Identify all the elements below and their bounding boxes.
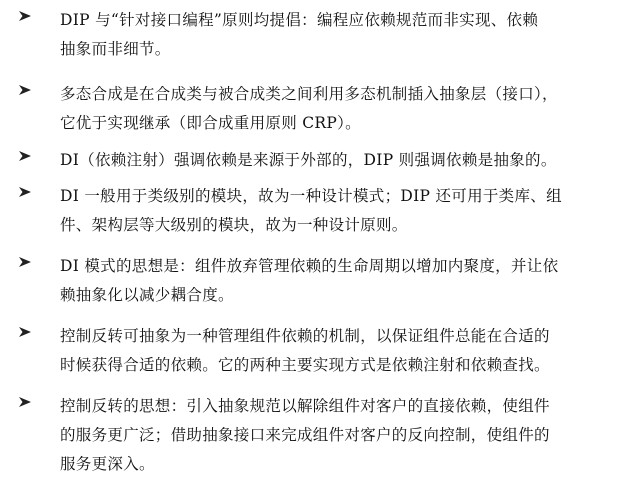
text-line: DI 模式的思想是：组件放弃管理依赖的生命周期以增加内聚度，并让依 — [60, 257, 559, 275]
arrow-bullet-icon — [18, 255, 32, 269]
text-line: DIP 与“针对接口编程”原则均提倡：编程应依赖规范而非实现、依赖 — [60, 11, 539, 29]
bullet-text — [60, 182, 632, 240]
arrow-bullet-icon — [18, 9, 32, 23]
text-line: 它优于实现继承（即合成重用原则 CRP）。 — [60, 114, 361, 132]
text-line: 多态合成是在合成类与被合成类之间利用多态机制插入抽象层（接口）， — [60, 85, 558, 103]
bullet-text — [60, 146, 632, 175]
arrow-bullet-icon — [18, 185, 32, 199]
text-line: 件、架构层等大级别的模块，故为一种设计原则。 — [60, 216, 408, 234]
arrow-bullet-icon — [18, 395, 32, 409]
text-line: 抽象而非细节。 — [60, 40, 171, 58]
bullet-text — [60, 252, 632, 310]
bullet-text — [60, 80, 632, 138]
text-line: 控制反转的思想：引入抽象规范以解除组件对客户的直接依赖，使组件 — [60, 397, 550, 415]
arrow-bullet-icon — [18, 325, 32, 339]
text-line: 控制反转可抽象为一种管理组件依赖的机制，以保证组件总能在合适的 — [60, 327, 550, 345]
arrow-bullet-icon — [18, 149, 32, 163]
bullet-text — [60, 392, 632, 479]
text-line: 服务更深入。 — [60, 455, 155, 473]
bullet-text — [60, 322, 632, 380]
text-line: 时候获得合适的依赖。它的两种主要实现方式是依赖注射和依赖查找。 — [60, 356, 550, 374]
bullet-text — [60, 6, 632, 64]
text-line: DI（依赖注射）强调依赖是来源于外部的，DIP 则强调依赖是抽象的。 — [60, 151, 557, 169]
text-line: 赖抽象化以减少耦合度。 — [60, 286, 234, 304]
text-line: 的服务更广泛；借助抽象接口来完成组件对客户的反向控制，使组件的 — [60, 426, 550, 444]
arrow-bullet-icon — [18, 83, 32, 97]
text-line: DI 一般用于类级别的模块，故为一种设计模式；DIP 还可用于类库、组 — [60, 187, 562, 205]
